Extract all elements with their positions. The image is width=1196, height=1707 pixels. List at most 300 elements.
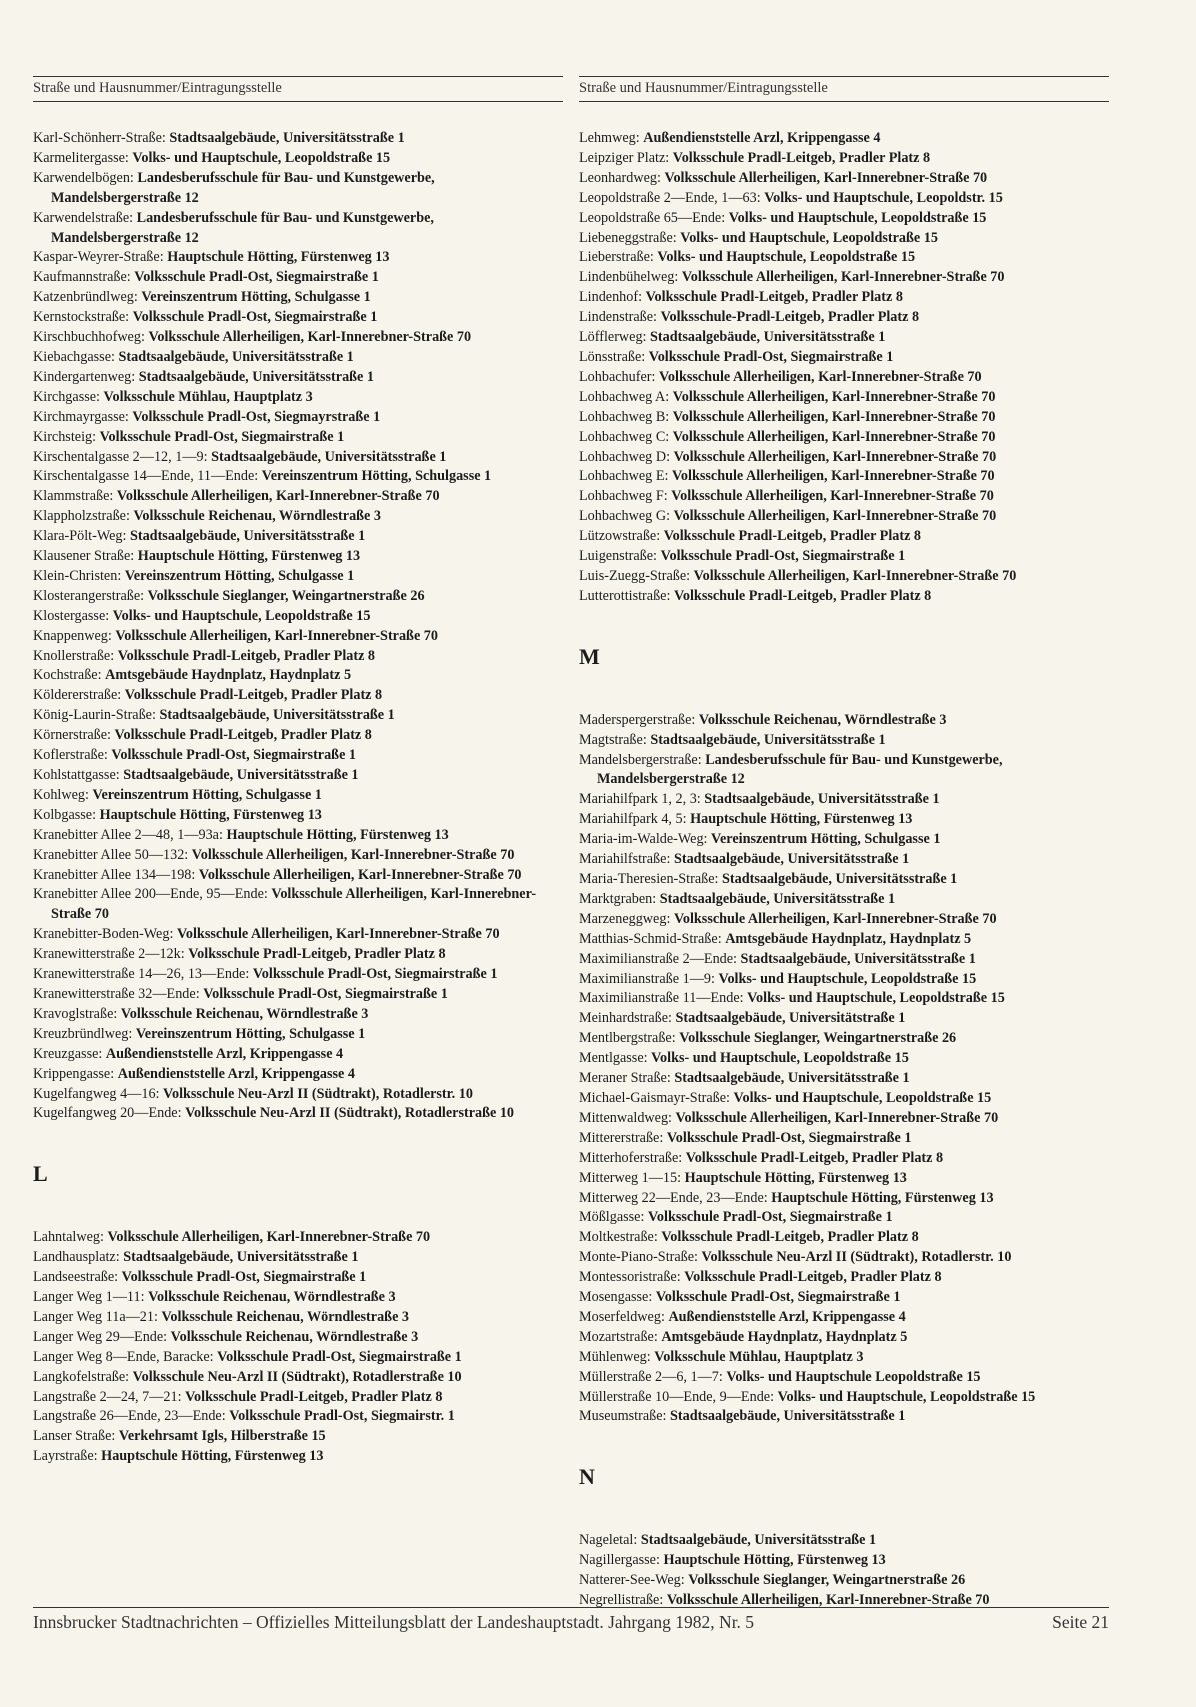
street-name: Kranebitter Allee 200—Ende, 95—Ende: — [33, 886, 272, 903]
registration-location: Volksschule Pradl-Leitgeb, Pradler Platz 8 — [673, 587, 932, 604]
street-name: Kranebitter Allee 2—48, 1—93a: — [33, 826, 227, 843]
registration-location: Volksschule Allerheiligen, Karl-Innerebner-Straße 70 — [673, 448, 997, 465]
registration-location: Amtsgebäude Haydnplatz, Haydnplatz 5 — [105, 667, 352, 684]
street-name: Leopoldstraße 2—Ende, 1—63: — [579, 189, 765, 206]
street-name: Lindenbühelweg: — [579, 269, 682, 286]
street-name: Lohbachweg G: — [579, 508, 674, 525]
list-item — [579, 189, 1109, 209]
list-item — [579, 1029, 1109, 1049]
list-item — [579, 149, 1109, 169]
list-item — [33, 965, 563, 985]
street-name: Mosengasse: — [579, 1289, 656, 1306]
list-item — [33, 547, 563, 567]
registration-location: Stadtsaalgebäude, Universitätsstraße 1 — [704, 791, 940, 808]
street-name: Kirchmayrgasse: — [33, 408, 133, 425]
registration-location: Volksschule Allerheiligen, Karl-Innerebner-Straße 70 — [672, 408, 996, 425]
street-name: Kirschentalgasse 14—Ende, 11—Ende: — [33, 468, 262, 485]
list-item — [33, 507, 563, 527]
list-item — [579, 1208, 1109, 1228]
registration-location: Außendienststelle Arzl, Krippengasse 4 — [668, 1308, 906, 1325]
street-name: Knollerstraße: — [33, 647, 118, 664]
list-item — [579, 810, 1109, 830]
list-item — [579, 1571, 1109, 1591]
registration-location: Volksschule Reichenau, Wörndlestraße 3 — [170, 1328, 419, 1345]
list-item — [33, 1288, 563, 1308]
list-item — [33, 885, 563, 925]
registration-location: Volksschule Pradl-Ost, Siegmairstraße 1 — [217, 1348, 462, 1365]
list-item — [33, 647, 563, 667]
list-item — [579, 428, 1109, 448]
street-name: Lohbachweg B: — [579, 408, 673, 425]
registration-location: Volksschule Pradl-Leitgeb, Pradler Platz 8 — [684, 1269, 942, 1286]
street-name: Langer Weg 1—11: — [33, 1289, 149, 1306]
list-item — [33, 288, 563, 308]
list-item — [33, 149, 563, 169]
registration-location: Hauptschule Hötting, Fürstenweg 13 — [663, 1552, 886, 1569]
registration-location: Volksschule Mühlau, Hauptplatz 3 — [103, 388, 313, 405]
street-name: Kreuzbründlweg: — [33, 1025, 136, 1042]
column-header: Straße und Hausnummer/Eintragungsstelle — [579, 76, 1109, 102]
street-name: Kirschbuchhofweg: — [33, 329, 149, 346]
list-item — [579, 547, 1109, 567]
section-letter: L — [33, 1161, 48, 1187]
registration-location: Volksschule Neu-Arzl II (Südtrakt), Rotadlerstr. 10 — [163, 1085, 473, 1102]
registration-location: Volksschule Reichenau, Wörndlestraße 3 — [133, 508, 381, 525]
registration-location: Stadtsaalgebäude, Universitätsstraße 1 — [640, 1532, 877, 1549]
list-item — [33, 925, 563, 945]
page-footer — [33, 1607, 1109, 1633]
list-item — [579, 1248, 1109, 1268]
registration-location: Volksschule Pradl-Ost, Siegmairstraße 1 — [111, 747, 357, 764]
registration-location: Stadtsaalgebäude, Universitätsstraße 1 — [169, 130, 405, 146]
street-name: Liebeneggstraße: — [579, 229, 681, 246]
registration-location: Volksschule Allerheiligen, Karl-Innerebner-Straße 70 — [673, 910, 997, 927]
street-name: Luis-Zuegg-Straße: — [579, 567, 694, 584]
registration-location: Vereinszentrum Hötting, Schulgasse 1 — [141, 289, 371, 306]
list-item — [579, 209, 1109, 229]
street-name: Langkofelstraße: — [33, 1368, 133, 1385]
list-item — [33, 1005, 563, 1025]
street-name: Kernstockstraße: — [33, 309, 133, 326]
street-name: Mößlgasse: — [579, 1209, 648, 1226]
street-name: Lutterottistraße: — [579, 587, 674, 604]
street-name: Katzenbründlweg: — [33, 289, 142, 306]
registration-location: Volksschule Pradl-Ost, Siegmairstr. 1 — [229, 1408, 455, 1425]
list-item — [579, 1388, 1109, 1408]
registration-location: Volksschule Pradl-Leitgeb, Pradler Platz 8 — [685, 1149, 944, 1166]
list-item — [579, 751, 1109, 791]
registration-location: Volksschule Pradl-Ost, Siegmairstraße 1 — [647, 1209, 893, 1226]
street-name: Mittenwaldweg: — [579, 1109, 676, 1126]
list-item — [579, 527, 1109, 547]
registration-location: Volks- und Hauptschule, Leopoldstraße 15 — [777, 1388, 1036, 1405]
registration-location: Außendienststelle Arzl, Krippengasse 4 — [105, 1045, 344, 1062]
registration-location: Stadtsaalgebäude, Universitätsstraße 1 — [740, 950, 976, 967]
street-name: Leopoldstraße 65—Ende: — [579, 209, 729, 226]
registration-location: Volksschule Allerheiligen, Karl-Innerebner-Straße 70 — [672, 388, 996, 405]
list-item — [33, 1328, 563, 1348]
registration-location: Volksschule Neu-Arzl II (Südtrakt), Rotadlerstr. 10 — [701, 1249, 1012, 1266]
street-name: Kranebitter Allee 134—198: — [33, 866, 199, 883]
page-number: Seite 21 — [1052, 1612, 1109, 1632]
street-name: Marktgraben: — [579, 890, 660, 907]
street-name: Luigenstraße: — [579, 548, 661, 565]
list-item — [579, 790, 1109, 810]
street-name: Kaspar-Weyrer-Straße: — [33, 249, 168, 266]
list-item — [33, 1388, 563, 1408]
street-name: Maximilianstraße 11—Ende: — [579, 990, 748, 1007]
list-item — [579, 1268, 1109, 1288]
list-item — [33, 786, 563, 806]
street-name: Kranewitterstraße 14—26, 13—Ende: — [33, 966, 253, 983]
registration-location: Landesberufsschule für Bau- und Kunstgewerbe, Mandelsbergerstraße 12 — [51, 169, 435, 206]
registration-location: Volks- und Hauptschule, Leopoldstraße 15 — [728, 209, 987, 226]
registration-location: Volksschule Allerheiligen, Karl-Innerebner-Straße 70 — [116, 488, 440, 505]
list-item — [579, 129, 1109, 149]
street-name: Mandelsbergerstraße: — [579, 751, 706, 768]
street-name: Lieberstraße: — [579, 249, 658, 266]
list-item — [33, 627, 563, 647]
list-item — [33, 328, 563, 348]
registration-location: Volksschule Pradl-Ost, Siegmairstraße 1 — [99, 428, 345, 445]
list-item — [579, 1551, 1109, 1571]
list-item — [33, 1104, 563, 1124]
list-item — [579, 731, 1109, 751]
list-item — [33, 985, 563, 1005]
registration-location: Volksschule Pradl-Ost, Siegmairstraße 1 — [121, 1269, 367, 1286]
street-name: Leipziger Platz: — [579, 149, 673, 166]
registration-location: Vereinszentrum Hötting, Schulgasse 1 — [124, 567, 355, 584]
street-name: Löfflerweg: — [579, 329, 651, 346]
street-name: Karmelitergasse: — [33, 149, 133, 166]
list-item — [33, 467, 563, 487]
street-name: Kranebitter Allee 50—132: — [33, 846, 192, 863]
registration-location: Volksschule Pradl-Ost, Siegmairstraße 1 — [134, 269, 379, 286]
street-name: Klappholzstraße: — [33, 508, 134, 525]
list-item — [33, 268, 563, 288]
registration-location: Volksschule Allerheiligen, Karl-Innerebner-Straße 70 — [673, 508, 997, 525]
list-item — [579, 448, 1109, 468]
street-name: Meinhardstraße: — [579, 1010, 676, 1027]
street-name: Museumstraße: — [579, 1408, 671, 1425]
registration-location: Außendienststelle Arzl, Krippengasse 4 — [643, 130, 881, 146]
registration-location: Volksschule Pradl-Leitgeb, Pradler Platz 8 — [188, 946, 446, 963]
street-name: Mariahilfpark 4, 5: — [579, 811, 691, 828]
street-name: Langer Weg 11a—21: — [33, 1308, 162, 1325]
street-name: Mitterweg 1—15: — [579, 1169, 685, 1186]
list-item — [579, 1009, 1109, 1029]
registration-location: Hauptschule Hötting, Fürstenweg 13 — [101, 1448, 324, 1465]
street-name: Klara-Pölt-Weg: — [33, 528, 130, 545]
street-name: Körnerstraße: — [33, 727, 115, 744]
list-item — [579, 229, 1109, 249]
street-name: Maria-Theresien-Straße: — [579, 871, 722, 887]
street-name: Mentlgasse: — [579, 1050, 652, 1067]
registration-location: Volksschule Allerheiligen, Karl-Innerebner-Straße 70 — [671, 468, 995, 485]
list-item — [579, 1288, 1109, 1308]
street-name: Mariahilfpark 1, 2, 3: — [579, 791, 705, 808]
street-name: Kolbgasse: — [33, 806, 100, 823]
registration-location: Volksschule-Pradl-Leitgeb, Pradler Platz 8 — [660, 309, 920, 326]
street-name: Moserfeldweg: — [579, 1308, 669, 1325]
list-item — [33, 1248, 563, 1268]
registration-location: Stadtsaalgebäude, Universitätsstraße 1 — [722, 871, 958, 887]
street-name: Langstraße 2—24, 7—21: — [33, 1388, 186, 1405]
list-item — [579, 507, 1109, 527]
list-item — [33, 846, 563, 866]
street-name: Maximilianstraße 2—Ende: — [579, 950, 741, 967]
registration-location: Volksschule Allerheiligen, Karl-Innerebner-Straße 70 — [671, 488, 994, 505]
list-item — [33, 448, 563, 468]
list-item — [579, 711, 1109, 731]
registration-location: Stadtsaalgebäude, Universitätsstraße 1 — [659, 890, 896, 907]
list-item — [33, 587, 563, 607]
street-name: Klostergasse: — [33, 607, 113, 624]
list-item — [579, 1169, 1109, 1189]
registration-location: Volksschule Allerheiligen, Karl-Innerebner-Straße 70 — [176, 926, 500, 943]
registration-location: Stadtsaalgebäude, Universitätsstraße 1 — [211, 448, 447, 465]
list-item — [579, 388, 1109, 408]
street-name: Langstraße 26—Ende, 23—Ende: — [33, 1408, 230, 1425]
street-name: Maderspergerstraße: — [579, 711, 699, 728]
street-name: Magtstraße: — [579, 731, 651, 748]
list-item — [33, 666, 563, 686]
street-name: Müllerstraße 10—Ende, 9—Ende: — [579, 1388, 778, 1405]
registration-location: Volksschule Pradl-Leitgeb, Pradler Platz 8 — [114, 727, 372, 744]
list-item — [579, 368, 1109, 388]
street-name: Mariahilfstraße: — [579, 851, 674, 868]
registration-location: Volks- und Hauptschule, Leopoldstraße 15 — [112, 607, 371, 624]
list-item — [579, 1069, 1109, 1089]
registration-location: Stadtsaalgebäude, Universitätsstraße 1 — [674, 1070, 910, 1087]
registration-location: Volks- und Hauptschule, Leopoldstraße 15 — [651, 1050, 909, 1067]
street-name: Mittererstraße: — [579, 1129, 667, 1146]
left-column-body — [33, 129, 563, 1467]
street-name: Nageletal: — [579, 1532, 641, 1549]
street-name: Kindergartenweg: — [33, 368, 139, 385]
street-name: Moltkestraße: — [579, 1229, 662, 1246]
list-item — [579, 1089, 1109, 1109]
list-item — [33, 866, 563, 886]
column-header: Straße und Hausnummer/Eintragungsstelle — [33, 76, 563, 102]
registration-location: Stadtsaalgebäude, Universitätsstraße 1 — [118, 348, 354, 365]
list-item — [579, 1308, 1109, 1328]
registration-location: Stadtsaalgebäude, Universitätsstraße 1 — [650, 731, 886, 748]
registration-location: Volksschule Allerheiligen, Karl-Innerebner-Straße 70 — [658, 368, 982, 385]
street-name: Mozartstraße: — [579, 1328, 662, 1345]
list-item — [33, 945, 563, 965]
street-name: Montessoristraße: — [579, 1269, 685, 1286]
registration-location: Vereinszentrum Hötting, Schulgasse 1 — [135, 1025, 366, 1042]
street-name: Klosterangerstraße: — [33, 587, 148, 604]
registration-location: Stadtsaalgebäude, Universitätsstraße 1 — [123, 767, 359, 783]
list-item — [579, 467, 1109, 487]
registration-location: Volks- und Hauptschule, Leopoldstraße 15 — [132, 149, 391, 166]
registration-location: Volksschule Sieglanger, Weingartnerstraße 26 — [679, 1030, 957, 1047]
registration-location: Volks- und Hauptschule Leopoldstraße 15 — [726, 1368, 981, 1385]
list-item — [579, 1348, 1109, 1368]
list-item — [579, 930, 1109, 950]
registration-location: Amtsgebäude Haydnplatz, Haydnplatz 5 — [661, 1328, 908, 1345]
registration-location: Stadtsaalgebäude, Universitätsstraße 1 — [673, 851, 910, 868]
registration-location: Volksschule Pradl-Ost, Siegmairstraße 1 — [132, 309, 378, 326]
street-name: Negrellistraße: — [579, 1592, 667, 1609]
street-name: Kohlstattgasse: — [33, 767, 124, 783]
street-name: Mentlbergstraße: — [579, 1030, 680, 1047]
list-item — [579, 1368, 1109, 1388]
registration-location: Volksschule Allerheiligen, Karl-Innerebner-Straße 70 — [148, 329, 472, 346]
street-name: Natterer-See-Weg: — [579, 1572, 689, 1589]
registration-location: Stadtsaalgebäude, Universitätsstraße 1 — [159, 707, 395, 724]
registration-location: Amtsgebäude Haydnplatz, Haydnplatz 5 — [725, 930, 972, 947]
list-item — [579, 248, 1109, 268]
list-item — [33, 567, 563, 587]
street-name: Lehmweg: — [579, 130, 644, 146]
list-item — [33, 746, 563, 766]
list-item — [33, 1407, 563, 1427]
street-name: Köldererstraße: — [33, 687, 125, 704]
list-item — [579, 970, 1109, 990]
street-name: Lohbachweg E: — [579, 468, 672, 485]
street-name: Knappenweg: — [33, 627, 116, 644]
list-item — [33, 726, 563, 746]
registration-location: Volksschule Allerheiligen, Karl-Innerebner-Straße 70 — [107, 1229, 431, 1246]
registration-location: Vereinszentrum Hötting, Schulgasse 1 — [92, 786, 322, 803]
street-name: Kaufmannstraße: — [33, 269, 135, 286]
list-item — [579, 1228, 1109, 1248]
list-item — [33, 348, 563, 368]
registration-location: Volksschule Pradl-Leitgeb, Pradler Platz 8 — [672, 149, 931, 166]
list-item — [579, 989, 1109, 1009]
list-item — [579, 910, 1109, 930]
left-column — [33, 76, 563, 1467]
street-name: Koflerstraße: — [33, 747, 112, 764]
list-item — [33, 1045, 563, 1065]
street-name: Karl-Schönherr-Straße: — [33, 130, 170, 146]
list-item — [579, 308, 1109, 328]
registration-location: Volks- und Hauptschule, Leopoldstraße 15 — [657, 249, 916, 266]
street-name: Mitterweg 22—Ende, 23—Ende: — [579, 1189, 772, 1206]
list-item — [579, 328, 1109, 348]
registration-location: Volksschule Pradl-Ost, Siegmairstraße 1 — [660, 548, 906, 565]
registration-location: Volksschule Pradl-Ost, Siegmayrstraße 1 — [132, 408, 381, 425]
registration-location: Volksschule Pradl-Ost, Siegmairstraße 1 — [203, 985, 448, 1002]
list-item — [33, 1085, 563, 1105]
registration-location: Volksschule Allerheiligen, Karl-Innerebner-Straße 70 — [664, 169, 988, 186]
street-name: Klein-Christen: — [33, 567, 125, 584]
registration-location: Hauptschule Hötting, Fürstenweg 13 — [99, 806, 322, 823]
registration-location: Volksschule Pradl-Ost, Siegmairstraße 1 — [252, 966, 498, 983]
list-item — [579, 288, 1109, 308]
right-column-body — [579, 129, 1109, 1611]
street-name: Lohbachweg D: — [579, 448, 674, 465]
registration-location: Volksschule Reichenau, Wörndlestraße 3 — [161, 1308, 410, 1325]
list-item — [33, 1065, 563, 1085]
list-item — [33, 527, 563, 547]
registration-location: Volks- und Hauptschule, Leopoldstr. 15 — [764, 189, 1003, 206]
list-item — [33, 1268, 563, 1288]
list-item — [579, 348, 1109, 368]
street-name: Krippengasse: — [33, 1065, 118, 1082]
registration-location: Volksschule Allerheiligen, Karl-Innerebner-Straße 70 — [675, 1109, 999, 1126]
street-name: Kreuzgasse: — [33, 1045, 106, 1062]
street-name: Lindenhof: — [579, 289, 646, 306]
registration-location: Volksschule Allerheiligen, Karl-Innerebner-Straße 70 — [191, 846, 515, 863]
list-item — [33, 209, 563, 249]
registration-location: Volksschule Sieglanger, Weingartnerstraße 26 — [688, 1572, 966, 1589]
registration-location: Volksschule Reichenau, Wörndlestraße 3 — [698, 711, 947, 728]
publication-line: Innsbrucker Stadtnachrichten – Offizielles Mitteilungsblatt der Landeshauptstadt. Jahrgang 1982, Nr. 5 — [33, 1612, 755, 1632]
street-name: Lohbachufer: — [579, 368, 659, 385]
registration-location: Volksschule Pradl-Leitgeb, Pradler Platz 8 — [645, 289, 903, 306]
street-name: Karwendelbögen: — [33, 169, 138, 186]
registration-location: Hauptschule Hötting, Fürstenweg 13 — [137, 548, 361, 565]
list-item — [579, 1129, 1109, 1149]
list-item — [579, 587, 1109, 607]
registration-location: Volksschule Pradl-Ost, Siegmairstraße 1 — [655, 1289, 901, 1306]
registration-location: Volksschule Allerheiligen, Karl-Innerebner-Straße 70 — [693, 567, 1017, 584]
registration-location: Volksschule Allerheiligen, Karl-Innerebner-Straße 70 — [115, 627, 438, 644]
registration-location: Volks- und Hauptschule, Leopoldstraße 15 — [718, 970, 977, 987]
registration-location: Hauptschule Hötting, Fürstenweg 13 — [771, 1189, 994, 1206]
street-name: Layrstraße: — [33, 1448, 102, 1465]
street-name: Karwendelstraße: — [33, 209, 137, 226]
right-column — [579, 76, 1109, 1611]
street-name: Matthias-Schmid-Straße: — [579, 930, 726, 947]
registration-location: Volksschule Pradl-Leitgeb, Pradler Platz 8 — [117, 647, 376, 664]
list-item — [33, 1368, 563, 1388]
list-item — [579, 1407, 1109, 1427]
list-item — [33, 826, 563, 846]
street-name: Meraner Straße: — [579, 1070, 675, 1087]
street-name: Kugelfangweg 4—16: — [33, 1085, 164, 1102]
street-name: Nagillergasse: — [579, 1552, 664, 1569]
registration-location: Vereinszentrum Hötting, Schulgasse 1 — [711, 831, 941, 848]
registration-location: Stadtsaalgebäude, Universitätsstraße 1 — [650, 329, 886, 346]
registration-location: Volksschule Neu-Arzl II (Südtrakt), Rotadlerstraße 10 — [132, 1368, 462, 1385]
list-item — [579, 169, 1109, 189]
street-name: Maria-im-Walde-Weg: — [579, 831, 712, 848]
street-name: Kirschentalgasse 2—12, 1—9: — [33, 448, 212, 465]
list-item — [33, 607, 563, 627]
street-name: Kugelfangweg 20—Ende: — [33, 1105, 186, 1122]
list-item — [579, 850, 1109, 870]
street-name: König-Laurin-Straße: — [33, 707, 160, 724]
registration-location: Volksschule Allerheiligen, Karl-Innerebner-Straße 70 — [681, 269, 1005, 286]
registration-location: Stadtsaalgebäude, Universitätstraße 1 — [675, 1010, 906, 1027]
street-name: Mitterhoferstraße: — [579, 1149, 686, 1166]
list-item — [579, 1328, 1109, 1348]
list-item — [33, 1427, 563, 1447]
registration-location: Vereinszentrum Hötting, Schulgasse 1 — [261, 468, 492, 485]
list-item — [33, 368, 563, 388]
registration-location: Volksschule Neu-Arzl II (Südtrakt), Rotadlerstraße 10 — [185, 1105, 515, 1122]
section-letter: N — [579, 1464, 595, 1490]
street-name: Marzeneggweg: — [579, 910, 674, 927]
street-name: Michael-Gaismayr-Straße: — [579, 1089, 734, 1106]
registration-location: Volks- und Hauptschule, Leopoldstraße 15 — [747, 990, 1005, 1007]
registration-location: Volksschule Pradl-Ost, Siegmairstraße 1 — [648, 348, 894, 365]
registration-location: Volksschule Mühlau, Hauptplatz 3 — [654, 1348, 864, 1365]
list-item — [33, 686, 563, 706]
list-item — [579, 1149, 1109, 1169]
street-name: Kirchgasse: — [33, 388, 104, 405]
list-item — [579, 950, 1109, 970]
street-name: Lützowstraße: — [579, 528, 664, 545]
registration-location: Volksschule Pradl-Ost, Siegmairstraße 1 — [666, 1129, 912, 1146]
street-name: Mühlenweg: — [579, 1348, 655, 1365]
street-name: Landhausplatz: — [33, 1249, 124, 1266]
